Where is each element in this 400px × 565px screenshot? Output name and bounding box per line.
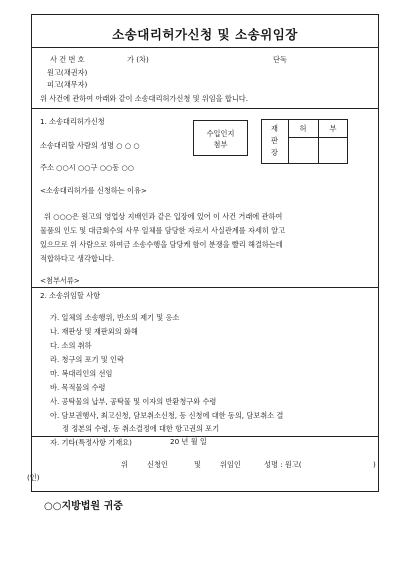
section2-item-ba: 바. 목적물의 수령 xyxy=(50,383,106,392)
section2-item-ga: 가. 일체의 소송행위, 반소의 제기 및 응소 xyxy=(50,313,180,322)
reason-line-3: 있으므로 위 사람으로 하여금 소송수행을 담당케 함이 분쟁을 빨리 해결하는데 xyxy=(40,240,283,249)
reason-line-1: 위 ○○○은 원고의 영업상 지배인과 같은 입장에 있어 이 사건 거래에 관하여 xyxy=(44,212,283,221)
reason-line-2: 물품의 인도 및 대금회수의 사무 일체를 담당한 자로서 사실관계를 자세히 알고 xyxy=(40,226,286,235)
agent-address-line: 주소 ○○시 ○○구 ○○동 ○○ xyxy=(40,163,135,172)
attachments-label: <첨부서류> xyxy=(40,276,80,285)
section2-divider xyxy=(31,287,379,288)
section2-item-a: 아. 담보권행사, 최고신청, 담보취소신청, 동 신청에 대한 동의, 담보취소 결 xyxy=(50,411,284,420)
stamp-box-line2: 첨부 xyxy=(213,140,228,149)
signature-delegator: 위임인 xyxy=(220,460,241,469)
case-number-right: 단독 xyxy=(273,55,287,64)
defendant-label: 피고(채무자) xyxy=(47,80,88,89)
stamp-box-line1: 수입인지 xyxy=(206,129,235,138)
decision-row-divider xyxy=(288,137,348,138)
header-statement: 위 사건에 관하여 아래와 같이 소송대리허가신청 및 위임을 합니다. xyxy=(40,94,249,103)
signature-name: 성명 : 원고( xyxy=(264,460,302,469)
case-number-label: 사 건 번 호 xyxy=(50,55,85,64)
signature-wi: 위 xyxy=(121,460,128,469)
section2-item-na: 나. 재판상 및 재판외의 화해 xyxy=(50,327,138,336)
decision-label-1: 재 xyxy=(271,124,278,133)
agent-name-line: 소송대리할 사람의 성명 ○ ○ ○ xyxy=(40,141,140,150)
document-title: 소송대리허가신청 및 소송위임장 xyxy=(112,27,298,42)
section2-item-ma: 마. 복대리인의 선임 xyxy=(50,369,113,378)
signature-and: 및 xyxy=(194,460,201,469)
plaintiff-label: 원고(채권자) xyxy=(47,68,88,77)
section2-item-a-continued: 정 정본의 수령, 동 취소결정에 대한 항고권의 포기 xyxy=(62,424,220,433)
stamp-box xyxy=(193,120,248,156)
decision-col-approve: 허 xyxy=(299,124,307,133)
case-number-middle: 가 (차) xyxy=(127,55,149,64)
section2-heading: 2. 소송위임할 사항 xyxy=(40,291,101,300)
date-line: 20 년 월 일 xyxy=(170,437,207,446)
section2-item-ra: 라. 청구의 포기 및 인락 xyxy=(50,355,124,364)
section1-heading: 1. 소송대리허가신청 xyxy=(40,117,105,126)
decision-label-2: 판 xyxy=(271,136,278,145)
title-divider xyxy=(31,47,379,48)
reason-line-4: 적합하다고 생각합니다. xyxy=(40,254,115,263)
header-divider xyxy=(31,108,379,109)
signature-close-paren: ) xyxy=(373,460,376,469)
court-name: ○○지방법원 귀중 xyxy=(44,501,123,512)
section2-item-ja: 자. 기타(특정사항 기재요) xyxy=(50,438,132,447)
signature-applicant: 신청인 xyxy=(147,460,168,469)
section2-item-da: 다. 소의 취하 xyxy=(50,341,92,350)
decision-col-reject: 부 xyxy=(329,124,337,133)
reason-heading: <소송대리허가를 신청하는 이유> xyxy=(40,186,147,195)
section2-item-sa: 사. 공탁물의 납부, 공탁물 및 이자의 반환청구와 수령 xyxy=(50,397,217,406)
decision-label-3: 장 xyxy=(271,148,278,157)
signature-seal: (인) xyxy=(27,473,40,482)
